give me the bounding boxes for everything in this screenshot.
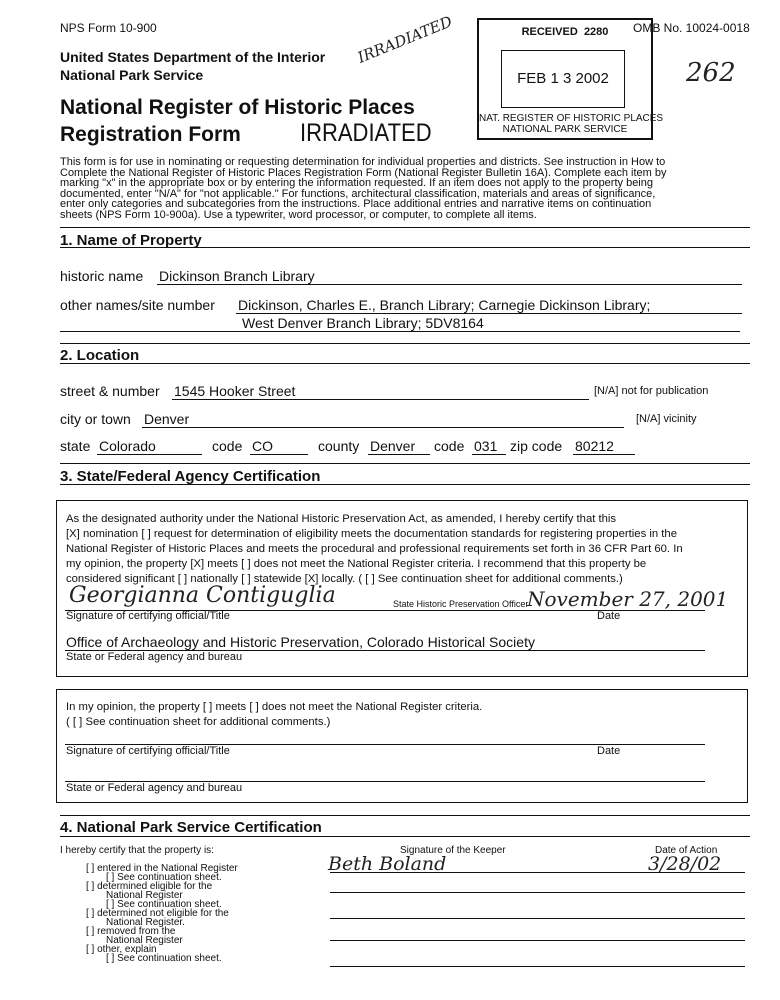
date-of-action-label: Date of Action <box>655 845 718 856</box>
status-removed[interactable]: [ ] removed from the <box>86 926 176 937</box>
other-names-field-2[interactable]: West Denver Branch Library; 5DV8164 <box>60 315 740 332</box>
city-label: city or town <box>60 411 131 427</box>
divider <box>60 247 750 248</box>
shpo-date: November 27, 2001 <box>527 587 729 611</box>
stamp-line-1: NAT. REGISTER OF HISTORIC PLACES <box>479 113 664 124</box>
intro-text <box>60 157 666 220</box>
cert-line: my opinion, the property [X] meets [ ] does not meet the National Register criteria. I recommend that this property be <box>66 558 647 570</box>
department: United States Department of the Interior <box>60 49 326 65</box>
county-code-label: code <box>434 438 465 454</box>
divider <box>60 815 750 816</box>
action-date: 3/28/02 <box>648 853 722 875</box>
section-1-heading: 1. Name of Property <box>60 232 202 249</box>
keeper-line <box>330 872 745 873</box>
keeper-label: Signature of the Keeper <box>400 845 506 856</box>
status-line: [ ] See continuation sheet. <box>106 953 222 964</box>
intro-line: This form is for use in nominating or requesting determination for individual properties and districts. See instruction in How to <box>60 156 666 168</box>
status-line: National Register <box>106 890 183 901</box>
form-title: National Register of Historic Places <box>60 96 415 119</box>
certify-text: I hereby certify that the property is: <box>60 845 214 856</box>
divider <box>60 363 750 364</box>
cert-line: considered significant [ ] nationally [ ] statewide [X] locally. ( [ ] See continuation sheet for additional comments.) <box>66 573 623 585</box>
opinion-line-2: ( [ ] See continuation sheet for additional comments.) <box>66 716 331 728</box>
received-stamp <box>477 18 664 140</box>
handwritten-number: 262 <box>686 58 736 88</box>
zip-field[interactable]: 80212 <box>573 438 635 455</box>
received-date-box <box>501 50 625 108</box>
keeper-line <box>330 966 745 967</box>
signature-label: Signature of certifying official/Title <box>66 610 230 622</box>
status-eligible[interactable]: [ ] determined eligible for the <box>86 881 213 892</box>
service: National Park Service <box>60 67 204 83</box>
intro-line: Complete the National Register of Historic Places Registration Form (National Register Bulletin 16A). Complete each item by <box>60 166 667 179</box>
other-names-label: other names/site number <box>60 297 215 313</box>
divider <box>60 484 750 485</box>
form-subtitle: Registration Form <box>60 123 241 146</box>
historic-name-field[interactable]: Dickinson Branch Library <box>157 268 742 285</box>
agency-value: Office of Archaeology and Historic Preservation, Colorado Historical Society <box>66 634 535 650</box>
date-label: Date <box>597 610 621 622</box>
received-stamp-title <box>479 26 651 38</box>
signature-label: Signature of certifying official/Title <box>66 745 230 757</box>
section-2-heading: 2. Location <box>60 347 140 364</box>
form-number: NPS Form 10-900 <box>60 21 157 35</box>
vicinity: [N/A] vicinity <box>636 413 697 425</box>
status-line: National Register <box>106 935 183 946</box>
stamp-line-2: NATIONAL PARK SERVICE <box>502 124 628 135</box>
irradiated-handwritten: IRRADIATED <box>355 12 455 67</box>
street-field[interactable]: 1545 Hooker Street <box>172 383 589 400</box>
county-field[interactable]: Denver <box>368 438 430 455</box>
zip-label: zip code <box>510 438 563 454</box>
agency-label: State or Federal agency and bureau <box>66 782 243 794</box>
status-line: [ ] See continuation sheet. <box>106 872 222 883</box>
certification-box <box>56 500 748 677</box>
state-code-label: code <box>212 438 243 454</box>
intro-line: enter only categories and subcategories from the instructions. Place additional entries and narrative items on continuation <box>60 198 652 210</box>
state-field[interactable]: Colorado <box>97 438 202 455</box>
intro-line: documented, enter "N/A" for "not applicable." For functions, architectural classification, materials and areas of significance, <box>60 187 656 200</box>
county-label: county <box>318 438 360 454</box>
agency-label: State or Federal agency and bureau <box>66 651 243 663</box>
omb-number: OMB No. 10024-0018 <box>633 21 750 35</box>
divider <box>60 836 750 837</box>
status-line: [ ] See continuation sheet. <box>106 899 222 910</box>
section-3-heading: 3. State/Federal Agency Certification <box>60 468 321 485</box>
cert-line: [X] nomination [ ] request for determination of eligibility meets the documentation standards for registering properties in the <box>66 528 677 540</box>
section-4-heading: 4. National Park Service Certification <box>60 819 322 836</box>
not-for-publication: [N/A] not for publication <box>594 385 709 397</box>
county-code-field[interactable]: 031 <box>472 438 506 455</box>
opinion-box <box>56 689 748 803</box>
divider <box>60 463 750 464</box>
state-label: state <box>60 438 91 454</box>
cert-line: As the designated authority under the National Historic Preservation Act, as amended, I hereby certify that this <box>66 513 617 525</box>
street-label: street & number <box>60 383 160 399</box>
divider <box>60 343 750 344</box>
opinion-line-1: In my opinion, the property [ ] meets [ ] does not meet the National Register criteria. <box>66 701 483 713</box>
shpo-signature: Georgianna Contiguglia <box>69 583 336 608</box>
status-not-eligible[interactable]: [ ] determined not eligible for the <box>86 908 229 919</box>
intro-line: marking "x" in the appropriate box or by entering the information requested. If an item does not apply to the property being <box>60 177 653 189</box>
keeper-line <box>330 918 745 919</box>
keeper-line <box>330 892 745 893</box>
city-field[interactable]: Denver <box>142 411 624 428</box>
divider <box>60 227 750 228</box>
other-names-field-1[interactable]: Dickinson, Charles E., Branch Library; Carnegie Dickinson Library; <box>236 297 742 314</box>
received-number: 2280 <box>583 26 609 38</box>
received-label: RECEIVED <box>521 26 578 38</box>
status-other[interactable]: [ ] other, explain <box>86 944 157 955</box>
status-entered[interactable]: [ ] entered in the National Register <box>86 863 238 874</box>
status-line: National Register. <box>106 917 185 928</box>
keeper-signature: Beth Boland <box>328 853 447 875</box>
certification-text <box>66 512 683 587</box>
cert-line: National Register of Historic Places and meets the procedural and professional requirements set forth in 36 CFR Part 60. In <box>66 543 683 555</box>
officer-title: State Historic Preservation Officer <box>393 599 529 609</box>
historic-name-label: historic name <box>60 268 144 284</box>
intro-line: sheets (NPS Form 10-900a). Use a typewriter, word processor, or computer, to complete all items. <box>60 208 537 221</box>
state-code-field[interactable]: CO <box>250 438 308 455</box>
keeper-line <box>330 940 745 941</box>
date-label: Date <box>597 745 621 757</box>
irradiated-stamp: IRRADIATED <box>300 119 432 147</box>
received-date: FEB 1 3 2002 <box>517 70 609 87</box>
